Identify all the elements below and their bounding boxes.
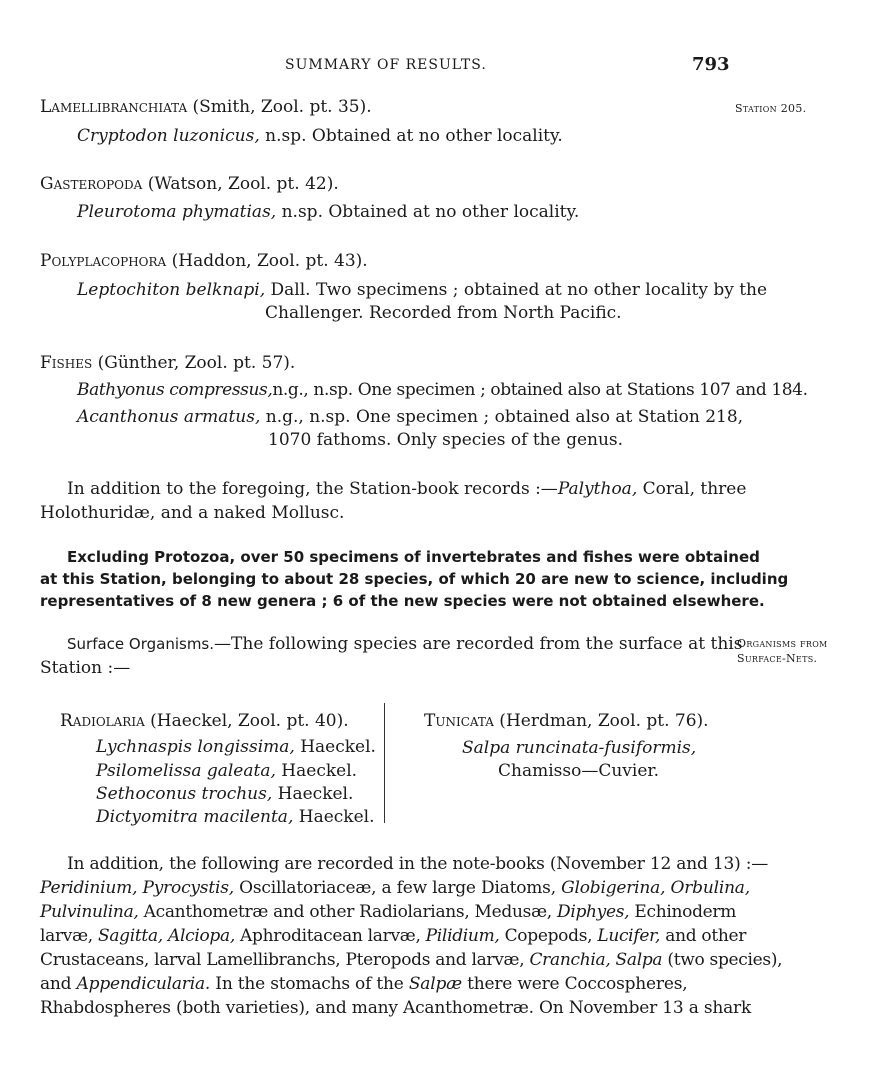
running-title: SUMMARY OF RESULTS. (285, 57, 487, 73)
gastero-heading (40, 172, 339, 196)
taxon: Salpæ (408, 974, 462, 994)
radiolaria-item (96, 805, 375, 829)
text-run: Echinoderm (629, 902, 737, 922)
species-name: Palythoa, (557, 479, 638, 499)
notebook-line-5 (40, 948, 782, 972)
page-number: 793 (692, 54, 730, 75)
species-note: n.g., n.sp. One specimen ; obtained also at Station 218, (260, 407, 744, 427)
species-note: n.sp. Obtained at no other locality. (259, 126, 563, 146)
margin-station: Station 205. (735, 102, 807, 115)
addition-paragraph-line1 (67, 477, 746, 501)
notebook-line-3 (40, 900, 736, 924)
text-run: (two species), (662, 950, 783, 970)
taxon: Lucifer, (597, 926, 661, 946)
group-name: Polyplacophora (40, 251, 167, 271)
species-note: Dall. Two specimens ; obtained at no other locality by the (265, 280, 768, 300)
group-ref: (Watson, Zool. pt. 42). (142, 174, 339, 194)
summary-line-2: at this Station, belonging to about 28 species, of which 20 are new to science, including (40, 570, 789, 588)
species-author: Haeckel. (272, 784, 354, 804)
notebook-line-7: Rhabdospheres (both varieties), and many Acanthometræ. On November 13 a shark (40, 998, 752, 1018)
surface-heading: Surface Organisms. (67, 635, 215, 653)
group-name: Radiolaria (60, 711, 145, 731)
text-run: there were Coccospheres, (461, 974, 688, 994)
group-ref: (Haddon, Zool. pt. 43). (166, 251, 368, 271)
fishes-species-2 (77, 405, 743, 429)
species-note: n.sp. Obtained at no other locality. (276, 202, 580, 222)
taxon: Diphyes, (556, 902, 630, 922)
tunicata-species: Salpa runcinata-fusiformis, (462, 738, 697, 758)
tunicata-author: Chamisso—Cuvier. (498, 761, 660, 781)
species-author: Haeckel. (293, 807, 375, 827)
text-run: and (40, 974, 77, 994)
text-run: Copepods, (499, 926, 598, 946)
notebook-line-1: In addition, the following are recorded in the note-books (November 12 and 13) :— (67, 854, 769, 874)
lamelli-heading (40, 95, 372, 119)
taxon: Sagitta, Alciopa, (98, 926, 235, 946)
species-name: Sethoconus trochus, (96, 784, 273, 804)
notebook-line-2 (40, 876, 750, 900)
margin-organisms-2: Surface-Nets. (737, 652, 818, 665)
text-run: Coral, three (637, 479, 747, 499)
surface-line-1 (67, 632, 742, 656)
group-ref: (Haeckel, Zool. pt. 40). (144, 711, 349, 731)
tunicata-heading (424, 709, 709, 733)
margin-organisms-1: Organisms from (737, 637, 828, 650)
group-ref: (Smith, Zool. pt. 35). (187, 97, 372, 117)
addition-paragraph-line2: Holothuridæ, and a naked Mollusc. (40, 503, 345, 523)
text-run: —The following species are recorded from the surface at this (214, 634, 743, 654)
species-name: Cryptodon luzonicus, (77, 126, 260, 146)
summary-line-1: Excluding Protozoa, over 50 specimens of invertebrates and fishes were obtained (67, 548, 760, 566)
group-ref: (Günther, Zool. pt. 57). (92, 353, 296, 373)
column-divider (384, 703, 385, 823)
taxon: Peridinium, Pyrocystis, (40, 878, 234, 898)
species-name: Psilomelissa galeata, (96, 761, 276, 781)
radiolaria-item (96, 759, 357, 783)
group-name: Fishes (40, 353, 93, 373)
radiolaria-heading (60, 709, 349, 733)
species-name: Dictyomitra macilenta, (96, 807, 294, 827)
radiolaria-item (96, 782, 353, 806)
group-name: Tunicata (424, 711, 494, 731)
text-run: Crustaceans, larval Lamellibranchs, Pteropods and larvæ, (40, 950, 530, 970)
text-run: In the stomachs of the (210, 974, 409, 994)
text-run: Aphroditacean larvæ, (234, 926, 426, 946)
notebook-line-6 (40, 972, 687, 996)
species-name: Bathyonus compressus, (77, 380, 273, 400)
radiolaria-item (96, 735, 376, 759)
group-ref: (Herdman, Zool. pt. 76). (493, 711, 709, 731)
species-author: Haeckel. (294, 737, 376, 757)
text-run: Oscillatoriaceæ, a few large Diatoms, (233, 878, 562, 898)
species-name: Lychnaspis longissima, (96, 737, 295, 757)
notebook-line-4 (40, 924, 746, 948)
fishes-species-1 (77, 378, 808, 402)
text-run: Acanthometræ and other Radiolarians, Medusæ, (138, 902, 557, 922)
species-name: Acanthonus armatus, (77, 407, 261, 427)
text-run: and other (660, 926, 747, 946)
polypla-species (77, 278, 767, 302)
taxon: Pilidium, (425, 926, 500, 946)
gastero-species (77, 200, 579, 224)
surface-line-2: Station :— (40, 658, 131, 678)
group-name: Gasteropoda (40, 174, 143, 194)
species-name: Leptochiton belknapi, (77, 280, 266, 300)
taxon: Pulvinulina, (40, 902, 139, 922)
polypla-heading (40, 249, 368, 273)
species-author: Haeckel. (275, 761, 358, 781)
group-name: Lamellibranchiata (40, 97, 188, 117)
lamelli-species (77, 124, 563, 148)
taxon: Appendicularia. (76, 974, 211, 994)
taxon: Cranchia, Salpa (529, 950, 663, 970)
polypla-species-cont: Challenger. Recorded from North Pacific. (265, 303, 622, 323)
fishes-heading (40, 351, 295, 375)
fishes-species-2-cont: 1070 fathoms. Only species of the genus. (268, 430, 624, 450)
species-name: Pleurotoma phymatias, (77, 202, 277, 222)
species-note: n.g., n.sp. One specimen ; obtained also at Stations 107 and 184. (272, 380, 808, 400)
summary-line-3: representatives of 8 new genera ; 6 of the new species were not obtained elsewhere. (40, 592, 765, 610)
text-run: In addition to the foregoing, the Station-book records :— (67, 479, 558, 499)
taxon: Globigerina, Orbulina, (561, 878, 750, 898)
text-run: larvæ, (40, 926, 98, 946)
